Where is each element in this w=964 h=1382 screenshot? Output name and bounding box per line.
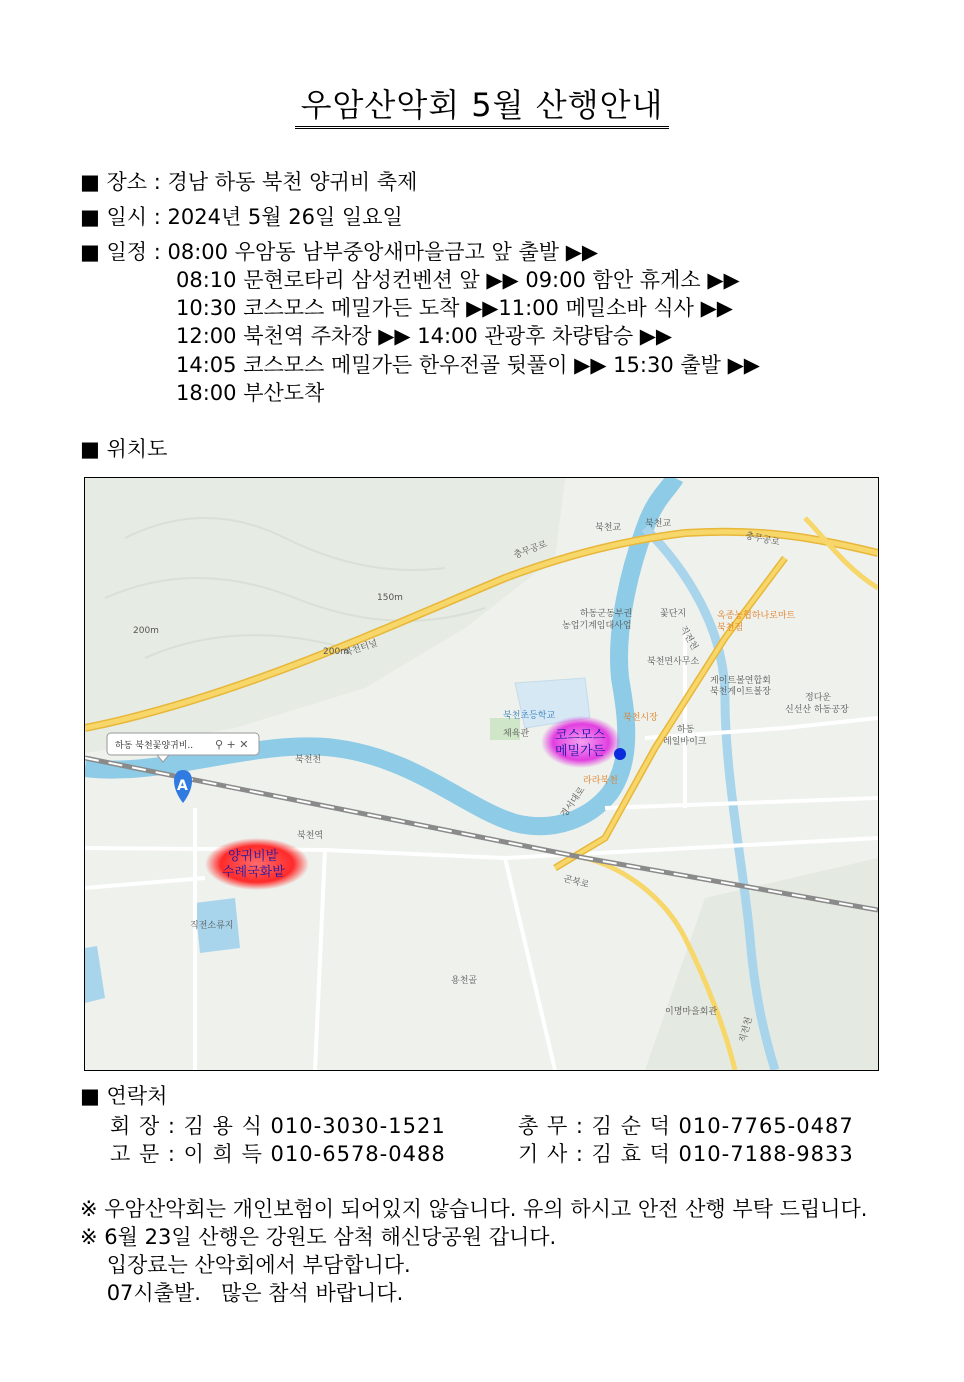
contact-advisor: 고 문 : 이 희 득 010-6578-0488: [110, 1142, 446, 1166]
contacts-heading: ■ 연락처: [80, 1084, 168, 1108]
map-label: 하동군동부권: [580, 609, 633, 619]
map-label: 북천게이트볼장: [710, 687, 771, 697]
map-label: 150m: [377, 593, 403, 603]
contact-president: 회 장 : 김 용 식 010-3030-1521: [110, 1114, 446, 1138]
map-label: 옥종농협하나로마트: [717, 611, 796, 621]
destination-dot: [614, 748, 626, 760]
map-label: 레일바이크: [663, 737, 707, 747]
highlight-label: 수례국화밭: [222, 865, 285, 880]
map-label: 용천골: [451, 976, 478, 986]
location-heading: ■ 위치도: [80, 437, 168, 461]
schedule-line: 12:00 북천역 주차장 ▶▶ 14:00 관광후 차량탑승 ▶▶: [176, 324, 673, 348]
location-map[interactable]: [84, 477, 879, 1071]
note-next-hike: ※ 6월 23일 산행은 강원도 삼척 해신당공원 갑니다.: [80, 1225, 557, 1249]
map-label: 북천교: [645, 519, 672, 529]
map-label: 하동: [677, 725, 695, 735]
map-label: 충무공로: [512, 539, 549, 561]
map-label: 북천시장: [623, 713, 658, 723]
date-line: ■ 일시 : 2024년 5월 26일 일요일: [80, 205, 403, 229]
map-label: 200m: [133, 626, 159, 636]
highlight-label: 코스모스: [555, 728, 606, 743]
map-label: 북천터널: [342, 638, 380, 659]
map-toolbar-icons: ⚲ + ✕: [215, 738, 249, 751]
map-label: 정다운: [805, 693, 832, 703]
schedule-first-line: ■ 일정 : 08:00 우암동 남부중앙새마을금고 앞 출발 ▶▶: [80, 240, 598, 264]
highlight-label: 양귀비밭: [228, 849, 279, 864]
map-label: 충무공로: [744, 531, 781, 549]
map-label: 농업기계임대사업: [562, 621, 632, 631]
page-title: 우암산악회 5월 산행안내: [0, 80, 964, 126]
map-label: 북천점: [717, 623, 744, 633]
map-label: 북천교: [595, 523, 622, 533]
schedule-line: 14:05 코스모스 메밀가든 한우전골 뒷풀이 ▶▶ 15:30 출발 ▶▶: [176, 353, 760, 377]
schedule-line: 10:30 코스모스 메밀가든 도착 ▶▶11:00 메밀소바 식사 ▶▶: [176, 296, 733, 320]
contact-secretary: 총 무 : 김 순 덕 010-7765-0487: [518, 1114, 854, 1138]
highlight-label: 메밀가든: [555, 744, 606, 759]
map-label: 이명마을회관: [665, 1007, 718, 1017]
map-label: 북천천: [295, 755, 322, 765]
map-label: 게이트볼연합회: [710, 676, 771, 686]
svg-text:A: A: [177, 778, 188, 794]
map-label: 200m: [323, 647, 349, 657]
poppy-field-highlight: [205, 838, 309, 890]
map-label: 북천역: [297, 831, 324, 841]
map-label: 직전천: [738, 1015, 755, 1044]
map-label: 북천초등학교: [503, 711, 556, 721]
place-line: ■ 장소 : 경남 하동 북천 양귀비 축제: [80, 170, 418, 194]
map-label: 라라북천: [583, 776, 618, 786]
map-label: 직전소류지: [190, 921, 234, 931]
map-label: 경서대로: [559, 785, 588, 820]
schedule-line: 08:10 문현로타리 삼성컨벤션 앞 ▶▶ 09:00 함안 휴게소 ▶▶: [176, 268, 740, 292]
map-label: 곤북로: [562, 874, 591, 891]
note-fee: 입장료는 산악회에서 부담합니다.: [80, 1253, 411, 1277]
contact-driver: 기 사 : 김 효 덕 010-7188-9833: [518, 1142, 854, 1166]
map-label: 직전천: [677, 624, 700, 653]
note-insurance: ※ 우암산악회는 개인보험이 되어있지 않습니다. 유의 하시고 안전 산행 부탁 드립니다.: [80, 1197, 868, 1221]
map-label: 신선산 하동공장: [785, 705, 849, 715]
map-label: 북천면사무소: [647, 657, 700, 667]
map-label: 체육관: [503, 729, 530, 739]
map-label: 꽃단지: [660, 609, 687, 619]
note-departure: 07시출발. 많은 참석 바랍니다.: [80, 1281, 404, 1305]
schedule-line: 18:00 부산도착: [176, 381, 325, 405]
map-search-text: 하동 북천꽃양귀비..: [115, 741, 194, 751]
